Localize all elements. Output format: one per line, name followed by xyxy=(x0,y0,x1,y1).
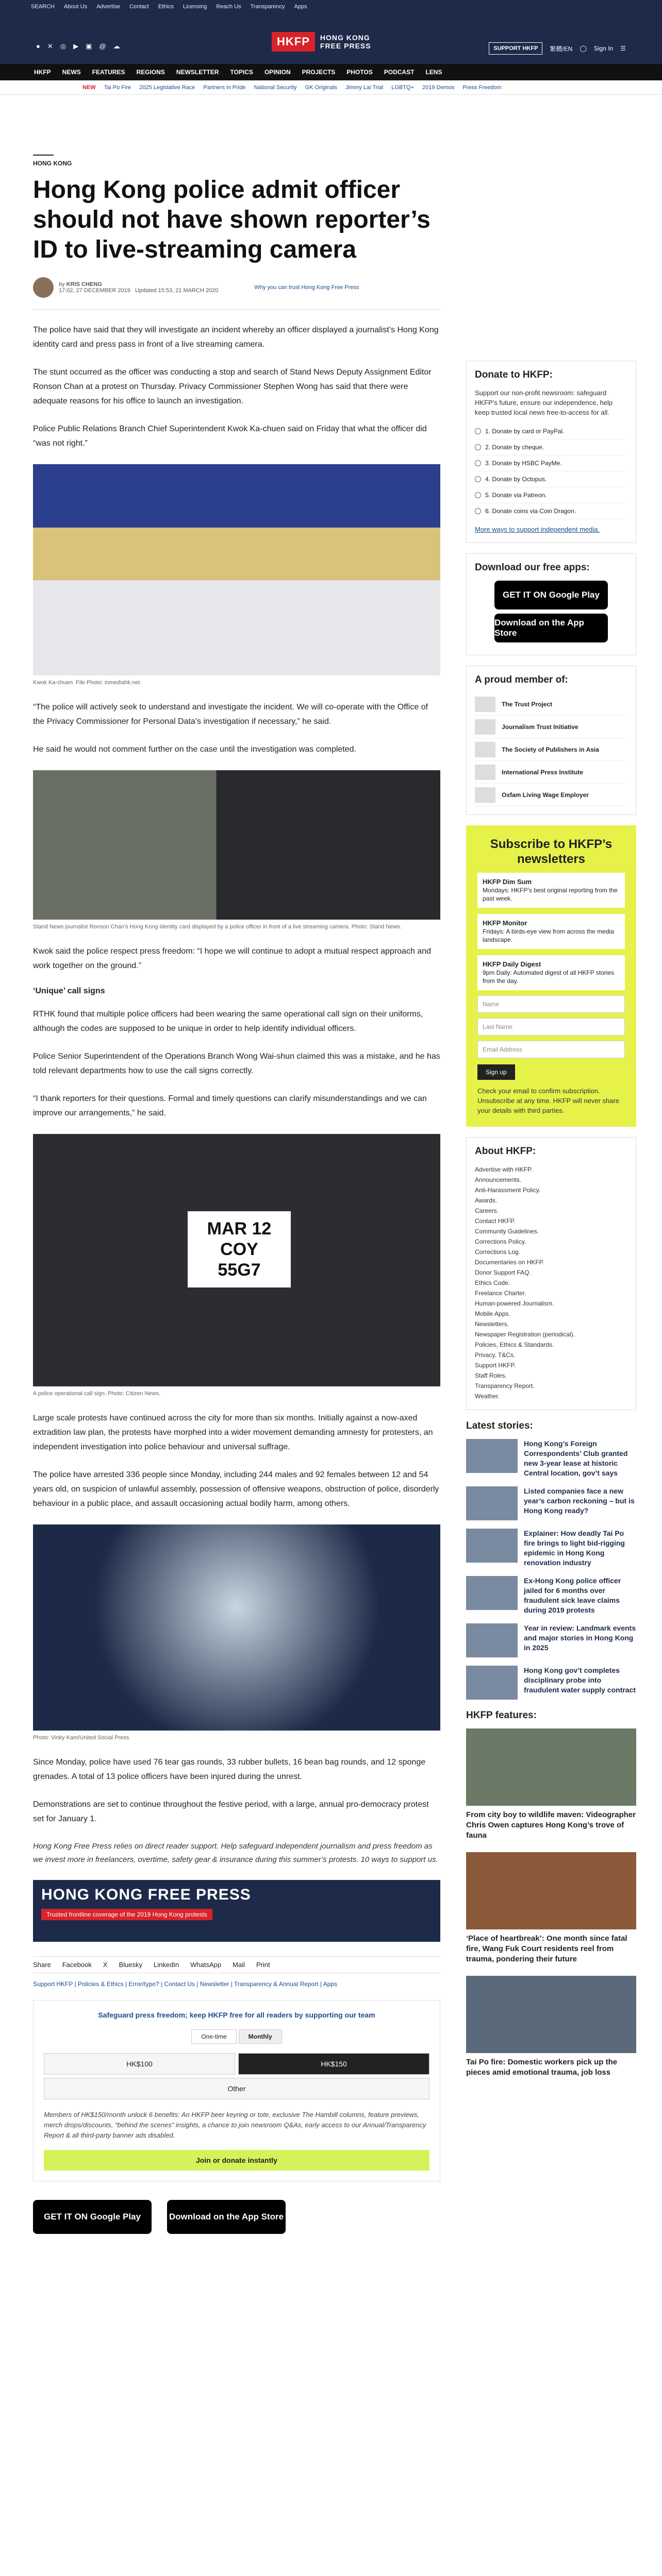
nav-newsletter[interactable]: NEWSLETTER xyxy=(176,69,219,76)
util-transparency[interactable]: Transparency xyxy=(250,4,285,10)
newsletter-name: HKFP Daily Digest xyxy=(483,960,541,968)
logo-line-1: HONG KONG xyxy=(320,33,370,42)
share-bar xyxy=(33,1956,440,1973)
latest-story[interactable] xyxy=(466,1439,636,1478)
about-link[interactable]: Awards. xyxy=(475,1197,498,1204)
util-licensing[interactable]: Licensing xyxy=(183,4,207,10)
logo-line-2: FREE PRESS xyxy=(320,42,371,50)
header-actions xyxy=(489,42,626,55)
newsletter-signup xyxy=(466,825,636,1127)
about-panel xyxy=(466,1137,636,1410)
caption: Stand News journalist Ronson Chan’s Hong Kong identity card displayed by a police officer in front of a live streaming camera. Photo: Stand News. xyxy=(33,924,402,930)
story-title: Ex-Hong Kong police officer jailed for 6 months over fraudulent sick leave claims during 2019 protests xyxy=(524,1577,621,1614)
about-links xyxy=(475,1164,627,1401)
email-field[interactable]: Email Address xyxy=(477,1041,625,1058)
trend-item[interactable]: Press Freedom xyxy=(462,84,502,91)
member-title: A proud member of: xyxy=(475,674,568,685)
utility-bar xyxy=(0,0,662,13)
join-button[interactable]: Join or donate instantly xyxy=(44,2150,429,2171)
util-reach[interactable]: Reach Us xyxy=(216,4,241,10)
newsletter-option[interactable] xyxy=(477,873,625,908)
member-panel xyxy=(466,666,636,815)
newsletter-name: HKFP Monitor xyxy=(483,919,527,927)
feature-title: ‘Place of heartbreak’: One month since fatal fire, Wang Fuk Court residents reel from trauma, pondering their future xyxy=(466,1934,627,1963)
radio-icon xyxy=(475,508,481,514)
latest-story[interactable] xyxy=(466,1529,636,1568)
amount-option[interactable]: HK$150 xyxy=(238,2053,429,2075)
newsletter-desc: 9pm Daily: Automated digest of all HKFP stories from the day. xyxy=(483,969,615,985)
menu-icon[interactable]: ☰ xyxy=(620,45,626,52)
signup-button[interactable]: Sign up xyxy=(477,1064,515,1080)
paragraph: Demonstrations are set to continue throughout the festive period, with a large, annual pro-democracy protest set for January 1. xyxy=(33,1800,429,1823)
about-link[interactable]: Ethics Code. xyxy=(475,1279,510,1286)
about-link[interactable]: Policies, Ethics & Standards. xyxy=(475,1341,554,1348)
about-link[interactable]: Newsletters. xyxy=(475,1320,509,1328)
nav-topics[interactable]: TOPICS xyxy=(230,69,253,76)
divider xyxy=(33,309,440,310)
features-panel xyxy=(466,1710,636,2078)
nav-projects[interactable]: PROJECTS xyxy=(302,69,336,76)
story-thumbnail xyxy=(466,1576,518,1610)
story-thumbnail xyxy=(466,1529,518,1563)
partner-logo xyxy=(475,787,495,803)
story-title: Hong Kong’s Foreign Correspondents’ Club granted new 3-year lease at historic Central location, gov’t says xyxy=(524,1439,628,1477)
publish-date: 17:02, 27 DECEMBER 2019 xyxy=(59,287,130,294)
banner-title: HONG KONG FREE PRESS xyxy=(41,1886,251,1903)
util-contact[interactable]: Contact xyxy=(129,4,149,10)
latest-story[interactable] xyxy=(466,1666,636,1700)
about-link[interactable]: Support HKFP. xyxy=(475,1362,516,1369)
share-label: Share xyxy=(33,1961,51,1969)
util-advertise[interactable]: Advertise xyxy=(96,4,120,10)
signin-link[interactable]: Sign In xyxy=(593,45,614,52)
x-icon[interactable]: ✕ xyxy=(47,42,53,50)
share-whatsapp[interactable]: WhatsApp xyxy=(190,1961,222,1969)
tab-monthly[interactable]: Monthly xyxy=(239,2029,282,2044)
user-icon[interactable]: ◯ xyxy=(580,45,587,52)
donate-tabs xyxy=(44,2029,429,2044)
donate-title: Donate to HKFP: xyxy=(475,369,553,380)
feature-story[interactable] xyxy=(466,1852,636,1964)
app-store-button[interactable]: Download on the App Store xyxy=(167,2200,286,2234)
trust-link[interactable]: Why you can trust Hong Kong Free Press xyxy=(254,284,359,291)
nav-features[interactable]: FEATURES xyxy=(92,69,125,76)
about-link[interactable]: Human-powered Journalism. xyxy=(475,1300,554,1307)
newsletter-footnote: Check your email to confirm subscription. Unsubscribe at any time. HKFP will never share your details with third parties. xyxy=(477,1087,620,1114)
paragraph: The police have said that they will investigate an incident whereby an officer displayed a journalist’s Hong Kong identity card and press pass in front of a live streaming camera. xyxy=(33,326,439,349)
donate-option[interactable] xyxy=(475,471,627,487)
nav-news[interactable]: NEWS xyxy=(62,69,81,76)
about-link[interactable]: Anti-Harassment Policy. xyxy=(475,1187,541,1194)
paragraph: Kwok said the police respect press freedom: “I hope we will continue to adopt a mutual respect approach and work together on the ground.” xyxy=(33,947,431,970)
trend-item[interactable]: Tai Po Fire xyxy=(104,84,131,91)
story-thumbnail xyxy=(466,1666,518,1700)
util-about[interactable]: About Us xyxy=(63,4,88,10)
radio-icon xyxy=(475,476,481,482)
donate-option[interactable] xyxy=(475,455,627,471)
about-link[interactable]: Mobile Apps. xyxy=(475,1310,510,1317)
latest-panel xyxy=(466,1420,636,1700)
trend-item[interactable]: LGBTQ+ xyxy=(391,84,415,91)
nav-photos[interactable]: PHOTOS xyxy=(346,69,373,76)
amount-other[interactable]: Other xyxy=(44,2078,429,2099)
hkfp-banner[interactable] xyxy=(33,1880,440,1942)
about-link[interactable]: Corrections Policy. xyxy=(475,1238,526,1245)
partner-sopa[interactable] xyxy=(475,738,627,761)
partner-logo xyxy=(475,765,495,780)
caption: A police operational call sign. Photo: Citizen News. xyxy=(33,1391,161,1397)
radio-icon xyxy=(475,428,481,434)
social-links xyxy=(36,42,120,50)
about-link[interactable]: Advertise with HKFP. xyxy=(475,1166,533,1173)
byline-text: by KRIS CHENG 17:02, 27 DECEMBER 2019 Updated 15:53, 21 MARCH 2020 xyxy=(59,281,219,294)
about-link[interactable]: Corrections Log. xyxy=(475,1248,521,1256)
logo-mark: HKFP xyxy=(272,32,315,52)
story-thumbnail xyxy=(466,1623,518,1657)
feature-story[interactable] xyxy=(466,1976,636,2078)
about-link[interactable]: Privacy, T&Cs. xyxy=(475,1351,516,1359)
trend-item[interactable]: GK Originals xyxy=(305,84,337,91)
radio-icon xyxy=(475,444,481,450)
paragraph: Police Public Relations Branch Chief Superintendent Kwok Ka-chuen said on Friday that what the officer did “was not right.” xyxy=(33,425,427,448)
donate-amounts xyxy=(44,2053,429,2099)
feature-title: Tai Po fire: Domestic workers pick up the pieces amid emotional trauma, job loss xyxy=(466,2058,618,2077)
story-title: Explainer: How deadly Tai Po fire brings to light bid-rigging epidemic in Hong Kong renovation industry xyxy=(524,1529,625,1567)
about-link[interactable]: Transparency Report. xyxy=(475,1382,535,1389)
partner-jti[interactable] xyxy=(475,716,627,738)
apps-panel xyxy=(466,553,636,655)
app-store-buttons xyxy=(33,2200,440,2234)
membership-note: Members of HK$150/month unlock 6 benefits: An HKFP beer keyring or tote, exclusive The Hambill columns, feature previews, merch drops/discounts, “behind the scenes” insights, a chance to join newsroom Q&As, early access to our Annual/Transparency Report & all third-party banner ads disabled. xyxy=(44,2111,426,2139)
newsletter-name: HKFP Dim Sum xyxy=(483,878,532,886)
donate-option-label: 4. Donate by Octopus. xyxy=(485,476,547,483)
story-title: Year in review: Landmark events and major stories in Hong Kong in 2025 xyxy=(524,1624,636,1652)
trend-item[interactable]: National Security xyxy=(254,84,297,91)
tab-one-time[interactable]: One-time xyxy=(191,2029,236,2044)
support-note: Hong Kong Free Press relies on direct reader support. Help safeguard independent journalism and press freedom as we invest more in freelancers, overtime, safety gear & insurance during this summer’s protests. 10 ways to support us. xyxy=(33,1842,438,1864)
newsletter-option[interactable] xyxy=(477,955,625,990)
feature-title: From city boy to wildlife maven: Videographer Chris Owen captures Hong Kong’s trove of fauna xyxy=(466,1810,636,1840)
main-nav xyxy=(0,64,662,80)
util-ethics[interactable]: Ethics xyxy=(158,4,174,10)
caption: Kwok Ka-chuen. File Photo: inmediahk.net. xyxy=(33,680,142,686)
article-footer-links[interactable]: Support HKFP | Policies & Ethics | Error/typo? | Contact Us | Newsletter | Transparency & Annual Report | Apps xyxy=(33,1980,338,1988)
story-title: Hong Kong gov’t completes disciplinary probe into fraudulent water supply contract xyxy=(524,1666,636,1694)
share-print[interactable]: Print xyxy=(256,1961,270,1969)
latest-story[interactable] xyxy=(466,1576,636,1615)
photo-protest xyxy=(33,1524,440,1731)
donate-more-link[interactable]: More ways to support independent media. xyxy=(475,526,600,533)
linkedin-icon[interactable]: ▣ xyxy=(86,42,92,50)
paragraph: Large scale protests have continued across the city for more than six months. Initially against a now-axed extradition law plan, the protests have morphed into a wider movement demanding amnesty for protesters, an independent investigation into police behaviour and universal suffrage. xyxy=(33,1414,433,1451)
photo-call-sign xyxy=(33,1134,440,1386)
headline: Hong Kong police admit officer should not have shown reporter’s ID to live-streaming camera xyxy=(33,176,431,263)
facebook-icon[interactable]: ● xyxy=(36,42,40,50)
newsletter-title: Subscribe to HKFP’s newsletters xyxy=(490,837,613,866)
new-badge: NEW xyxy=(82,84,96,91)
partner-oxfam[interactable] xyxy=(475,784,627,806)
subheading: ‘Unique’ call signs xyxy=(33,987,105,995)
partner-name: International Press Institute xyxy=(502,768,584,776)
nav-regions[interactable]: REGIONS xyxy=(136,69,165,76)
partner-logo xyxy=(475,697,495,712)
trend-item[interactable]: Partners in Pride xyxy=(203,84,246,91)
byline xyxy=(33,277,440,298)
donate-panel xyxy=(466,361,636,543)
about-link[interactable]: Donor Support FAQ. xyxy=(475,1269,531,1276)
caption: Photo: Vinky Kam/United Social Press. xyxy=(33,1735,131,1741)
donate-option-label: 6. Donate coins via Coin Dragon. xyxy=(485,507,576,515)
about-link[interactable]: Staff Roles. xyxy=(475,1372,507,1379)
paragraph: The police have arrested 336 people since Monday, including 244 males and 92 females between 12 and 54 years old, on suspicion of unlawful assembly, possession of offensive weapons, obstruction of police, disorderly behaviour in a public place, and assault occasioning actual bodily harm, among others. xyxy=(33,1470,439,1508)
latest-story[interactable] xyxy=(466,1486,636,1520)
paragraph: RTHK found that multiple police officers had been wearing the same operational call sign on their uniforms, although the codes are supposed to be unique in order to help identify individual officers. xyxy=(33,1010,423,1033)
feature-story[interactable] xyxy=(466,1728,636,1841)
donate-option[interactable] xyxy=(475,503,627,519)
donate-option[interactable] xyxy=(475,423,627,439)
share-bluesky[interactable]: Bluesky xyxy=(119,1961,142,1969)
amount-option[interactable]: HK$100 xyxy=(44,2053,235,2075)
sidebar xyxy=(466,361,636,2089)
paragraph: “I thank reporters for their questions. Formal and timely questions can clarify misunderstandings and we can improve our arrangements,” he said. xyxy=(33,1094,427,1117)
nav-opinion[interactable]: OPINION xyxy=(264,69,291,76)
about-link[interactable]: Documentaries on HKFP. xyxy=(475,1259,544,1266)
trend-item[interactable]: 2025 Legislative Race xyxy=(139,84,195,91)
donate-option-label: 3. Donate by HSBC PayMe. xyxy=(485,460,562,467)
nav-hkfp[interactable]: HKFP xyxy=(34,69,51,76)
photo-id-card xyxy=(33,770,440,920)
partner-name: The Trust Project xyxy=(502,700,553,708)
about-link[interactable]: Weather. xyxy=(475,1393,500,1400)
author-name[interactable]: KRIS CHENG xyxy=(66,281,102,287)
about-link[interactable]: Announcements. xyxy=(475,1176,522,1183)
donate-option-label: 1. Donate by card or PayPal. xyxy=(485,428,565,435)
site-logo[interactable] xyxy=(272,32,371,52)
logo-wordmark xyxy=(320,33,371,50)
feature-image xyxy=(466,1728,636,1806)
trending-nav xyxy=(0,80,662,95)
story-thumbnail xyxy=(466,1486,518,1520)
paragraph: Police Senior Superintendent of the Operations Branch Wong Wai-shun claimed this was a mistake, and he has told relevant departments how to use the call signs correctly. xyxy=(33,1052,440,1075)
apps-title: Download our free apps: xyxy=(475,562,590,573)
name-field[interactable]: Name xyxy=(477,995,625,1013)
donate-heading: Safeguard press freedom; keep HKFP free for all readers by supporting our team xyxy=(98,2011,375,2019)
donate-text: Support our non-profit newsroom: safeguard HKFP’s future, ensure our independence, help keep trusted local news free-to-access for all. xyxy=(475,389,613,416)
partner-logo xyxy=(475,719,495,735)
youtube-icon[interactable]: ▶ xyxy=(73,42,79,50)
util-search[interactable]: SEARCH xyxy=(31,4,55,10)
partner-name: Journalism Trust Initiative xyxy=(502,723,578,731)
donate-widget xyxy=(33,2000,440,2181)
partner-name: Oxfam Living Wage Employer xyxy=(502,791,589,799)
share-x[interactable]: X xyxy=(103,1961,108,1969)
donate-option-label: 2. Donate by cheque. xyxy=(485,444,544,451)
instagram-icon[interactable]: ◎ xyxy=(60,42,67,50)
newsletter-option[interactable] xyxy=(477,914,625,949)
radio-icon xyxy=(475,492,481,498)
about-link[interactable]: Contact HKFP. xyxy=(475,1217,516,1225)
site-header xyxy=(0,13,662,64)
about-link[interactable]: Newspaper Registration (periodical). xyxy=(475,1331,575,1338)
article xyxy=(33,155,440,2234)
paragraph: He said he would not comment further on the case until the investigation was completed. xyxy=(33,745,357,754)
nav-podcast[interactable]: PODCAST xyxy=(384,69,415,76)
newsletter-desc: Fridays: A birds-eye view from across the media landscape. xyxy=(483,928,614,943)
util-apps[interactable]: Apps xyxy=(294,4,307,10)
radio-icon xyxy=(475,460,481,466)
newsletter-desc: Mondays: HKFP’s best original reporting from the past week. xyxy=(483,887,618,902)
partner-trust-project[interactable] xyxy=(475,693,627,716)
trend-item[interactable]: 2019 Demos xyxy=(422,84,455,91)
photo-kwok xyxy=(33,464,440,675)
donate-option-label: 5. Donate via Patreon. xyxy=(485,492,547,499)
story-title: Listed companies face a new year’s carbon reckoning – but is Hong Kong ready? xyxy=(524,1487,635,1515)
app-store-button[interactable]: Download on the App Store xyxy=(494,614,608,642)
support-button[interactable]: SUPPORT HKFP xyxy=(489,42,542,55)
donate-option[interactable] xyxy=(475,487,627,503)
threads-icon[interactable]: @ xyxy=(99,42,106,50)
about-title: About HKFP: xyxy=(475,1146,536,1157)
latest-title: Latest stories: xyxy=(466,1420,533,1431)
paragraph: Since Monday, police have used 76 tear gas rounds, 33 rubber bullets, 16 bean bag rounds, and 12 sponge grenades. A total of 13 police officers have been injured during the unrest. xyxy=(33,1758,426,1781)
about-link[interactable]: Freelance Charter. xyxy=(475,1290,526,1297)
share-mail[interactable]: Mail xyxy=(233,1961,245,1969)
story-thumbnail xyxy=(466,1439,518,1473)
latest-story[interactable] xyxy=(466,1623,636,1657)
last-name-field[interactable]: Last Name xyxy=(477,1018,625,1036)
donate-option[interactable] xyxy=(475,439,627,455)
language-toggle[interactable]: 繁體/EN xyxy=(550,45,573,53)
feature-image xyxy=(466,1852,636,1929)
paragraph: “The police will actively seek to understand and investigate the incident. We will co-operate with the Office of the Privacy Commissioner for Personal Data’s investigation if necessary,” he said. xyxy=(33,703,428,726)
share-facebook[interactable]: Facebook xyxy=(62,1961,92,1969)
google-play-button[interactable]: GET IT ON Google Play xyxy=(494,581,608,609)
trend-item[interactable]: Jimmy Lai Trial xyxy=(345,84,384,91)
partner-logo xyxy=(475,742,495,757)
updated-date: Updated 15:53, 21 MARCH 2020 xyxy=(135,287,219,294)
bluesky-icon[interactable]: ☁ xyxy=(113,42,120,50)
feature-image xyxy=(466,1976,636,2053)
section-label[interactable]: HONG KONG xyxy=(33,155,54,167)
call-sign-badge: MAR 12 COY 55G7 xyxy=(188,1211,291,1287)
about-link[interactable]: Community Guidelines. xyxy=(475,1228,539,1235)
nav-lens[interactable]: LENS xyxy=(425,69,442,76)
author-avatar xyxy=(33,277,54,298)
paragraph: The stunt occurred as the officer was conducting a stop and search of Stand News Deputy Assignment Editor Ronson Chan at a protest on Thursday. Privacy Commissioner Stephen Wong has said that there were adequate reasons for his office to launch an investigation. xyxy=(33,368,432,405)
donate-options xyxy=(475,423,627,519)
share-linkedin[interactable]: LinkedIn xyxy=(154,1961,179,1969)
features-title: HKFP features: xyxy=(466,1710,537,1721)
partner-ipi[interactable] xyxy=(475,761,627,784)
google-play-button[interactable]: GET IT ON Google Play xyxy=(33,2200,152,2234)
banner-subtitle: Trusted frontline coverage of the 2019 Hong Kong protests xyxy=(41,1909,212,1920)
partner-name: The Society of Publishers in Asia xyxy=(502,745,599,753)
about-link[interactable]: Careers. xyxy=(475,1207,499,1214)
